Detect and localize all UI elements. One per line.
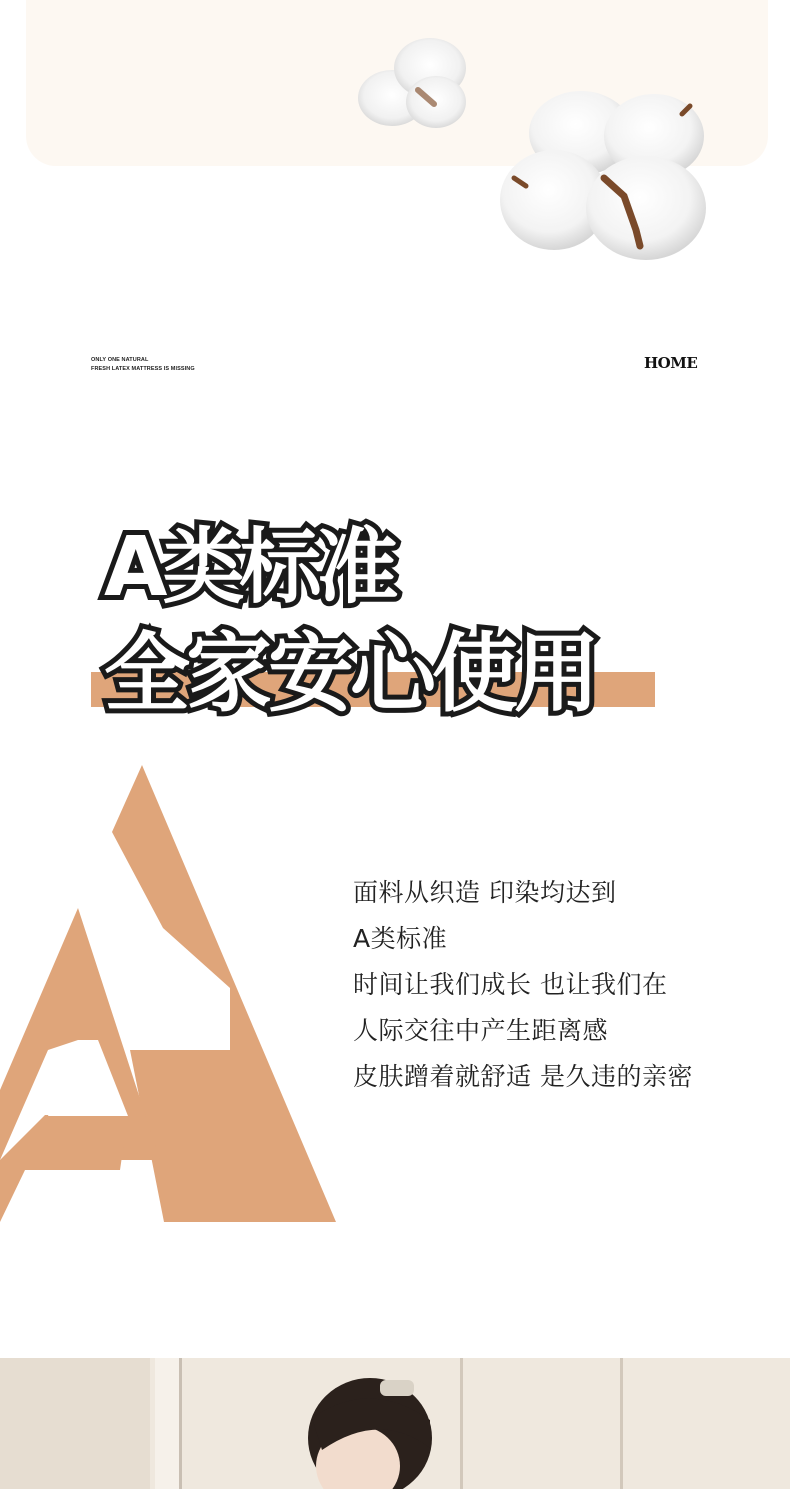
description-line: 人际交往中产生距离感 xyxy=(353,1016,609,1045)
home-logo: HOME xyxy=(644,354,698,372)
brand-tagline xyxy=(91,356,195,373)
description-line: 面料从织造 印染均达到 xyxy=(353,878,617,907)
description-line: A类标准 xyxy=(353,924,448,953)
description-line: 皮肤蹭着就舒适 是久违的亲密 xyxy=(353,1062,693,1091)
description-line: 时间让我们成长 也让我们在 xyxy=(353,970,668,999)
tagline-line-1: ONLY ONE NATURAL xyxy=(91,357,149,363)
a-letter-logo-icon xyxy=(0,760,340,1230)
headline-line-1: A类标准 xyxy=(104,520,394,615)
tagline-line-2: FRESH LATEX MATTRESS IS MISSING xyxy=(91,365,195,372)
product-description xyxy=(353,870,693,1100)
bedroom-photo xyxy=(0,1358,790,1489)
headline-line-2: 全家安心使用 xyxy=(104,624,596,724)
cotton-boll-large-icon xyxy=(486,78,718,268)
cotton-boll-small-icon xyxy=(352,28,476,140)
